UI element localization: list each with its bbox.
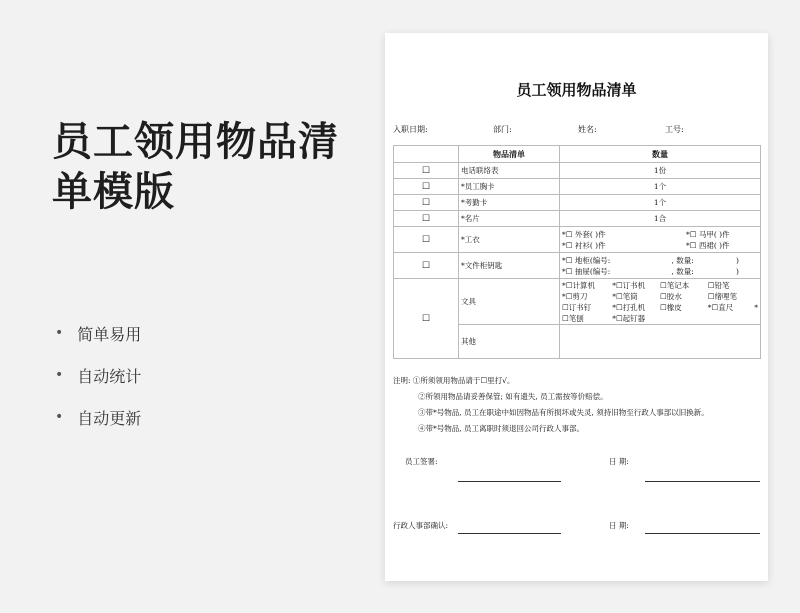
row-checkbox[interactable]: ☐ — [394, 163, 459, 179]
stationery-item[interactable]: *☐订书机 — [612, 280, 646, 290]
item-quantity: 1合 — [560, 211, 761, 227]
cabinet-key-options — [560, 253, 761, 279]
stationery-item[interactable]: *☐直尺 — [707, 302, 734, 312]
stationery-item[interactable]: ☐订书钉 — [562, 302, 592, 312]
feature-list — [55, 312, 141, 438]
stationery-item[interactable]: *☐打孔机 — [612, 302, 646, 312]
item-name: *名片 — [459, 211, 560, 227]
items-column-header: 物品清单 — [459, 146, 560, 163]
checkbox-column-header — [394, 146, 459, 163]
stationery-item[interactable]: *☐起钉器 — [612, 313, 646, 323]
department-label: 部门: — [493, 125, 512, 134]
uniform-option[interactable]: *☐ 衬衫( )件 — [562, 240, 606, 250]
item-quantity: 1个 — [560, 179, 761, 195]
key-option[interactable]: *☐ 抽屉(编号: — [562, 266, 611, 276]
key-quantity-label: , 数量: — [671, 255, 694, 265]
employee-signature-label: 员工签署: — [405, 457, 438, 466]
uniform-option[interactable]: *☐ 外套( )件 — [562, 229, 606, 239]
feature-item — [55, 312, 141, 354]
item-name: *员工胸卡 — [459, 179, 560, 195]
table-header-row — [394, 146, 761, 163]
stationery-options — [560, 279, 761, 325]
form-title: 员工领用物品清单 — [516, 81, 637, 99]
item-name: 其他 — [459, 325, 560, 359]
items-table — [393, 145, 761, 359]
stationery-item-wrap — [708, 302, 758, 313]
item-quantity: 1份 — [560, 163, 761, 179]
feature-label: 自动统计 — [77, 366, 142, 386]
table-row — [394, 195, 761, 211]
stationery-item[interactable]: ☐笔记本 — [660, 280, 690, 290]
name-label: 姓名: — [578, 125, 597, 134]
date-line[interactable] — [645, 481, 760, 482]
item-name: 电话联络表 — [459, 163, 560, 179]
table-row — [394, 163, 761, 179]
notes-section — [393, 373, 709, 437]
key-close-paren: ) — [736, 255, 739, 265]
promo-headline: 员工领用物品清单模版 — [52, 119, 339, 215]
stationery-item[interactable]: ☐绪哩笔 — [707, 291, 738, 301]
table-row — [394, 179, 761, 195]
table-row — [394, 227, 761, 253]
item-name: *文件柜钥匙 — [459, 253, 560, 279]
other-value[interactable] — [560, 325, 761, 359]
item-name: 文具 — [459, 279, 560, 325]
item-quantity: 1个 — [560, 195, 761, 211]
quantity-column-header: 数量 — [560, 146, 761, 163]
feature-label: 简单易用 — [77, 324, 142, 344]
feature-item — [55, 396, 141, 438]
uniform-option[interactable]: *☐ 马甲( )件 — [686, 229, 730, 239]
stationery-item[interactable]: ☐铅笔 — [707, 280, 730, 290]
key-quantity-label: , 数量: — [671, 266, 694, 276]
feature-item — [55, 354, 141, 396]
trailing-star: * — [754, 302, 758, 312]
stationery-item[interactable]: ☐笔刨 — [562, 313, 584, 323]
employee-id-label: 工号: — [665, 125, 684, 134]
bullet-icon: • — [55, 409, 64, 425]
item-name: *考勤卡 — [459, 195, 560, 211]
row-checkbox[interactable]: ☐ — [394, 253, 459, 279]
note-line: ②所领用物品请妥善保管; 如有遗失, 员工需按等价赔偿。 — [418, 392, 608, 401]
stationery-item[interactable]: ☐橡皮 — [660, 302, 682, 312]
row-checkbox[interactable]: ☐ — [394, 195, 459, 211]
key-option[interactable]: *☐ 地柜(编号: — [562, 255, 611, 265]
note-line: ④带*号物品, 员工离职时须退回公司行政人事部。 — [418, 424, 585, 433]
bullet-icon: • — [55, 367, 64, 383]
stationery-item[interactable]: *☐计算机 — [562, 280, 595, 290]
note-line: 注明: ①所须领用物品请于☐里打√。 — [393, 376, 515, 385]
row-checkbox[interactable]: ☐ — [394, 211, 459, 227]
table-row — [394, 253, 761, 279]
date-label: 日 期: — [609, 521, 629, 530]
row-checkbox[interactable]: ☐ — [394, 279, 459, 359]
stationery-item[interactable]: *☐笔筒 — [612, 291, 638, 301]
uniform-options — [560, 227, 761, 253]
row-checkbox[interactable]: ☐ — [394, 227, 459, 253]
note-line: ③带*号物品, 员工在职途中如因物品有所损坏或失灵, 须持旧物至行政人事部以旧换新。 — [418, 408, 709, 417]
hire-date-label: 入职日期: — [393, 125, 428, 134]
employee-signature-line[interactable] — [458, 481, 561, 482]
date-line[interactable] — [645, 533, 760, 534]
table-row — [394, 211, 761, 227]
uniform-option[interactable]: *☐ 西裙( )件 — [686, 240, 730, 250]
hr-confirm-label: 行政人事部确认: — [393, 521, 449, 530]
date-label: 日 期: — [609, 457, 629, 466]
item-name: *工衣 — [459, 227, 560, 253]
bullet-icon: • — [55, 325, 64, 341]
key-close-paren: ) — [736, 266, 739, 276]
stationery-item[interactable]: *☐剪刀 — [562, 291, 588, 301]
stationery-item[interactable]: ☐胶水 — [660, 291, 682, 301]
table-row — [394, 279, 761, 325]
hr-signature-line[interactable] — [458, 533, 561, 534]
form-document — [385, 33, 768, 581]
feature-label: 自动更新 — [77, 408, 142, 428]
row-checkbox[interactable]: ☐ — [394, 179, 459, 195]
